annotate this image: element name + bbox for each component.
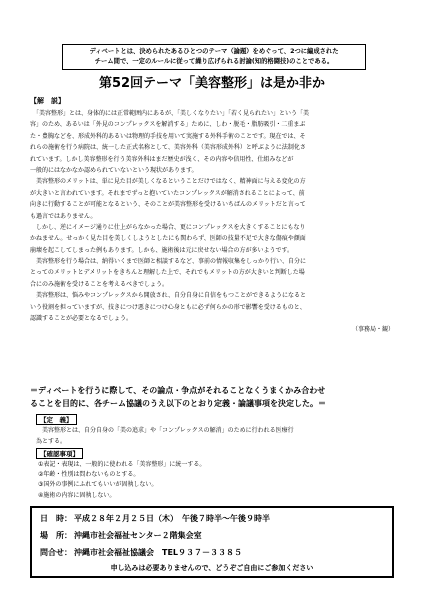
explanation-heading: 【解 説】 [30, 97, 65, 105]
body-line: が大きいと言われています。それまでずっと抱いていたコンプレックスが解消されることによって、前 [30, 189, 305, 197]
date-label: 日 時： [40, 514, 72, 523]
intro-box [62, 44, 366, 70]
body-line: 合にのみ施術を受けることを考えるべきでしょう。 [30, 280, 169, 288]
body-line: 容」のため、あるいは「外見のコンプレックスを解消する」ために、しわ・脱毛・脂肪吸引・二重まぶ [30, 121, 306, 129]
list-item: ①表記・表現は、一般的に使われる「美容整形」に統一する。 [38, 461, 206, 468]
body-line: いう役割を担っていますが、技きにつけ悪きにつけ心身ともに必ず何らかの形で影響を受けるものと、 [30, 303, 306, 311]
body-line: 一般的にはなかなか認められていないという現状があります。 [30, 166, 198, 174]
page-title: 第52回テーマ「美容整形」は是か非か [98, 76, 326, 91]
intro-line-1: ディベートとは、決められたあるひとつのテーマ（論題）をめぐって、2つに編成された [89, 48, 339, 55]
place-row [40, 530, 202, 541]
list-item: ④施術の内容に固執しない。 [38, 491, 116, 499]
body-line: 向きに行動することが可能となるという、そのことが美容整形を受けるいちばんのメリットだと言って [30, 201, 306, 209]
definition-label: 【定 義】 [36, 414, 77, 425]
conditions-label: 【確認事項】 [36, 448, 83, 459]
body-line: 崩壊を起こしてしまった例もあります。しかも、施術後は元に戻せない場合の方が多いようです。 [30, 246, 294, 254]
definition-text [36, 426, 388, 447]
body-line: 「美容整形」とは、身体的には正常範囲内にあるが、「美しくなりたい」「若く見られたい」という「美 [30, 110, 310, 117]
body-line: 美容整形を行う場合は、納得いくまで医師と相談するなど、事前の情報収集をしっかり行い、自分に [30, 258, 307, 266]
body-line: しかし、逆にイメージ通りに仕上がらなかった場合、更にコンプレックスを大きくすることにもなり [30, 223, 306, 231]
body-line: れらの施術を行う病院は、統一した正式名称として、美容外科（美容形成外科）と呼ぶように法制化さ [30, 144, 306, 152]
contact-value: 沖縄市社会福祉協議会 TEL９３７－３３８５ [74, 548, 243, 557]
author-sign: （事務局・観） [351, 326, 394, 334]
body-line: た・豊胸などを、形成外科的あるいは物理的手技を用いて実施する外科手術のことです。現在では、そ [30, 132, 306, 140]
rule-banner-line-1: ＝ディベートを行うに際して、その論点・争点がそれることなくうまくかみ合わせ [30, 386, 326, 395]
conditions-list [38, 460, 388, 501]
body-line: も過言ではありません。 [30, 212, 97, 220]
date-row [40, 513, 270, 524]
definition-line-1: 美容整形とは、自分自身の「美の追求」や「コンプレックスの解消」のために行われる医療行 [36, 427, 294, 434]
contact-label: 問合せ： [40, 548, 72, 557]
body-line: とってのメリットとデメリットをきちんと理解した上で、それでもメリットの方が大きいと判断した場 [30, 269, 305, 277]
date-value: 平成２８年２月２５日（木） 午後７時半～午後９時半 [74, 514, 270, 523]
rule-banner [30, 384, 394, 410]
list-item: ②年齢・性別は問わないものとする。 [38, 471, 140, 479]
body-line: れています。しかし美容整形を行う美容外科はまだ歴史が浅く、その内容や信用性、仕組みなどが [30, 155, 294, 163]
intro-line-2: チーム間で、一定のルールに従って繰り広げられる討論(知的格闘技)のことである。 [94, 58, 334, 65]
explanation-body [30, 108, 394, 336]
body-line: 美容整形は、悩みやコンプレックスから開放され、自分自身に自信をもつことができるようになると [30, 292, 307, 300]
body-line: 美容整形のメリットは、単に見た目が美しくなるということだけではなく、精神面に与える変化の方 [30, 178, 306, 186]
contact-row [40, 547, 242, 558]
rule-banner-line-2: ることを目的に、各チーム協議のうえ以下のとおり定義・論議事項を決定した。＝ [30, 399, 326, 408]
footer-note: 申し込みは必要ありませんので、どうぞご自由にご参加ください [110, 564, 314, 572]
place-value: 沖縄市社会福祉センター２階集会室 [74, 531, 202, 540]
place-label: 場 所： [40, 531, 72, 540]
body-line: かねません。せっかく見た目を美しくしようとしたにも関わらず、医師の技量不足で大きな傷痕や顔面 [30, 235, 306, 243]
definition-line-2: 為とする。 [36, 437, 67, 445]
list-item: ③国外の事例にふれてもいいが固執しない。 [38, 481, 158, 489]
body-line: 認識することが必要となるでしょう。 [30, 315, 132, 323]
